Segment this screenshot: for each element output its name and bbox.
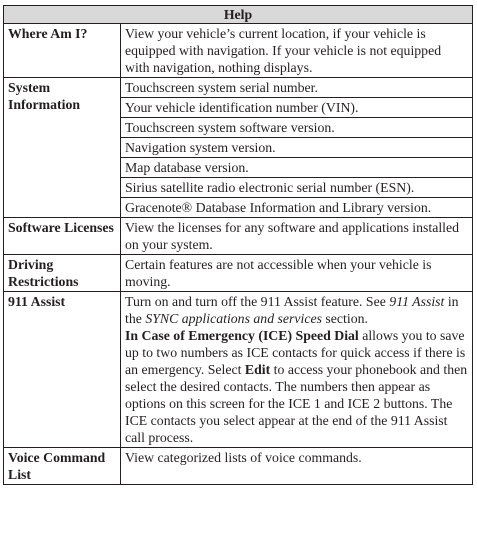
table-header-row (4, 6, 473, 24)
row-description: Gracenote® Database Information and Library version. (121, 198, 473, 218)
row-description: Touchscreen system software version. (121, 118, 473, 138)
table-row-software-licenses (4, 218, 473, 255)
row-label: System Information (4, 78, 121, 218)
help-table (3, 5, 473, 485)
assist-text: in the (125, 294, 459, 326)
assist-ref-sync: SYNC applications and services (145, 311, 322, 326)
row-label: Driving Restrictions (4, 255, 121, 292)
ice-text: allows you to save up to two numbers as ICE contacts for quick access if there is an emergency. Select (125, 328, 466, 377)
row-description: Touchscreen system serial number. (121, 78, 473, 98)
row-description: View your vehicle’s current location, if your vehicle is equipped with navigation. If your vehicle is not equipped with navigation, nothing displays. (121, 24, 473, 78)
row-description: Sirius satellite radio electronic serial number (ESN). (121, 178, 473, 198)
table-row-911-assist (4, 292, 473, 448)
row-label: Where Am I? (4, 24, 121, 78)
row-label: Voice Command List (4, 448, 121, 485)
row-description: Your vehicle identification number (VIN). (121, 98, 473, 118)
assist-ref-911: 911 Assist (389, 294, 445, 309)
assist-text: section. (321, 311, 368, 326)
assist-text: Turn on and turn off the 911 Assist feature. See (125, 294, 390, 309)
ice-heading: In Case of Emergency (ICE) Speed Dial (125, 328, 359, 343)
table-row-driving-restrictions (4, 255, 473, 292)
row-description: Navigation system version. (121, 138, 473, 158)
ice-text: to access your phonebook and then select the desired contacts. The numbers then appear as options on this screen for the ICE 1 and ICE 2 buttons. The ICE contacts you select appear at the end of the 911 Assist call process. (125, 362, 468, 445)
row-description: Map database version. (121, 158, 473, 178)
table-row-where-am-i (4, 24, 473, 78)
row-label: 911 Assist (4, 292, 121, 448)
table-row-system-info (4, 78, 473, 98)
table-row-voice-command-list (4, 448, 473, 485)
edit-term: Edit (244, 362, 271, 377)
row-label: Software Licenses (4, 218, 121, 255)
row-description (121, 292, 473, 448)
row-description: View the licenses for any software and applications installed on your system. (121, 218, 473, 255)
table-header: Help (4, 6, 473, 24)
row-description: View categorized lists of voice commands. (121, 448, 473, 485)
row-description: Certain features are not accessible when your vehicle is moving. (121, 255, 473, 292)
